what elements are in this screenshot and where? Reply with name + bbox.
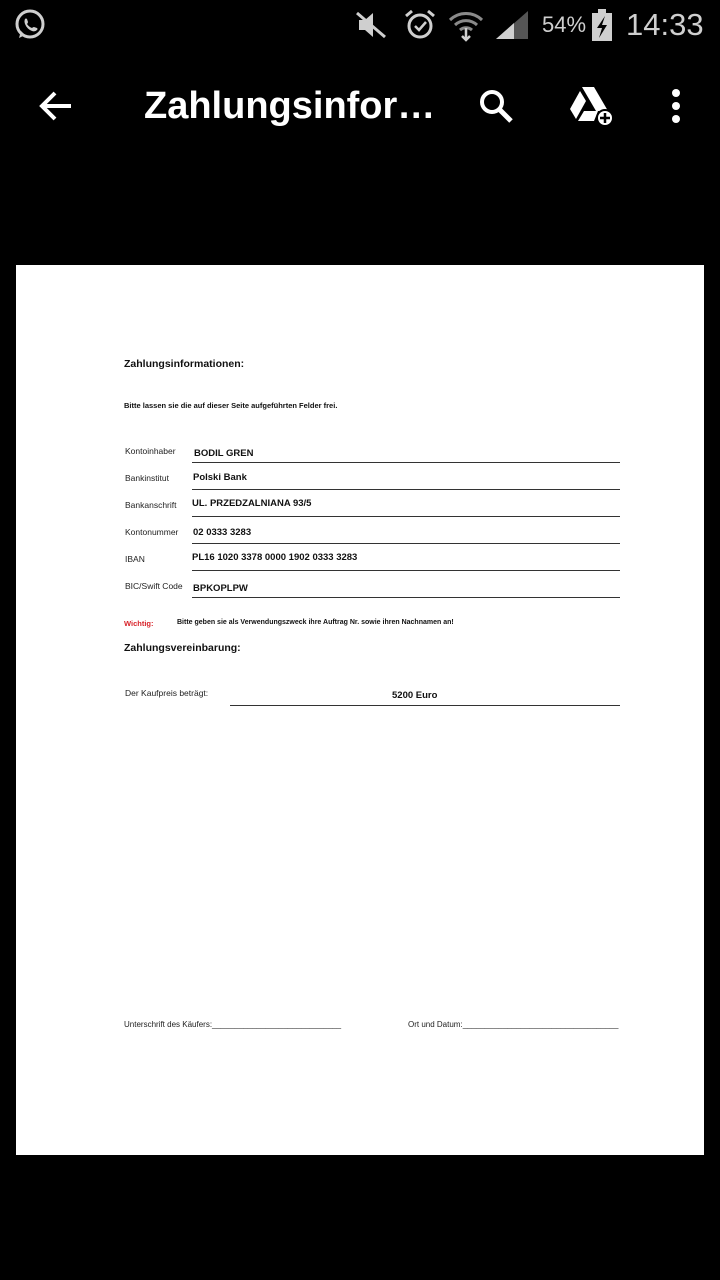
status-bar (0, 0, 720, 50)
field-label-kontoinhaber: Kontoinhaber (125, 446, 176, 456)
alarm-icon (403, 0, 437, 50)
more-vert-icon[interactable] (656, 60, 696, 152)
field-value-bankanschrift: UL. PRZEDZALNIANA 93/5 (192, 498, 312, 509)
field-value-iban: PL16 1020 3378 0000 1902 0333 3283 (192, 552, 358, 563)
field-label-bankanschrift: Bankanschrift (125, 500, 177, 510)
whatsapp-icon (12, 0, 48, 50)
battery-icon (591, 0, 613, 50)
field-line (192, 543, 620, 544)
agreement-heading: Zahlungsvereinbarung: (124, 642, 241, 654)
price-line (230, 705, 620, 706)
field-line (192, 489, 620, 490)
doc-instruction: Bitte lassen sie die auf dieser Seite aufgeführten Felder frei. (124, 401, 338, 410)
important-label: Wichtig: (124, 619, 154, 628)
page-title: Zahlungsinfor… (144, 84, 436, 127)
field-value-kontoinhaber: BODIL GREN (194, 448, 254, 459)
price-value: 5200 Euro (392, 690, 438, 701)
field-label-kontonummer: Kontonummer (125, 527, 179, 537)
battery-percent: 54% (542, 12, 587, 37)
field-line (192, 462, 620, 463)
field-label-bic: BIC/Swift Code (125, 581, 183, 591)
document-page (16, 265, 704, 1155)
mute-icon (355, 0, 389, 50)
place-date-label: Ort und Datum:___________________________________ (408, 1020, 619, 1029)
field-line (192, 516, 620, 517)
back-arrow-icon[interactable] (30, 60, 82, 152)
important-text: Bitte geben sie als Verwendungszweck ihre Auftrag Nr. sowie ihren Nachnamen an! (177, 619, 454, 626)
wifi-icon (448, 0, 484, 50)
field-label-iban: IBAN (125, 554, 145, 564)
signature-label: Unterschrift des Käufers:_____________________________ (124, 1020, 342, 1029)
search-icon[interactable] (470, 60, 522, 152)
signal-icon (494, 0, 530, 50)
doc-heading: Zahlungsinformationen: (124, 358, 245, 370)
field-label-bankinstitut: Bankinstitut (125, 473, 169, 483)
app-bar (0, 60, 720, 152)
price-label: Der Kaufpreis beträgt: (125, 688, 209, 698)
field-value-bic: BPKOPLPW (193, 583, 248, 594)
field-line (192, 597, 620, 598)
field-line (192, 570, 620, 571)
clock: 14:33 (626, 7, 704, 42)
drive-add-icon[interactable] (564, 60, 620, 152)
field-value-bankinstitut: Polski Bank (193, 472, 247, 483)
field-value-kontonummer: 02 0333 3283 (193, 527, 252, 538)
